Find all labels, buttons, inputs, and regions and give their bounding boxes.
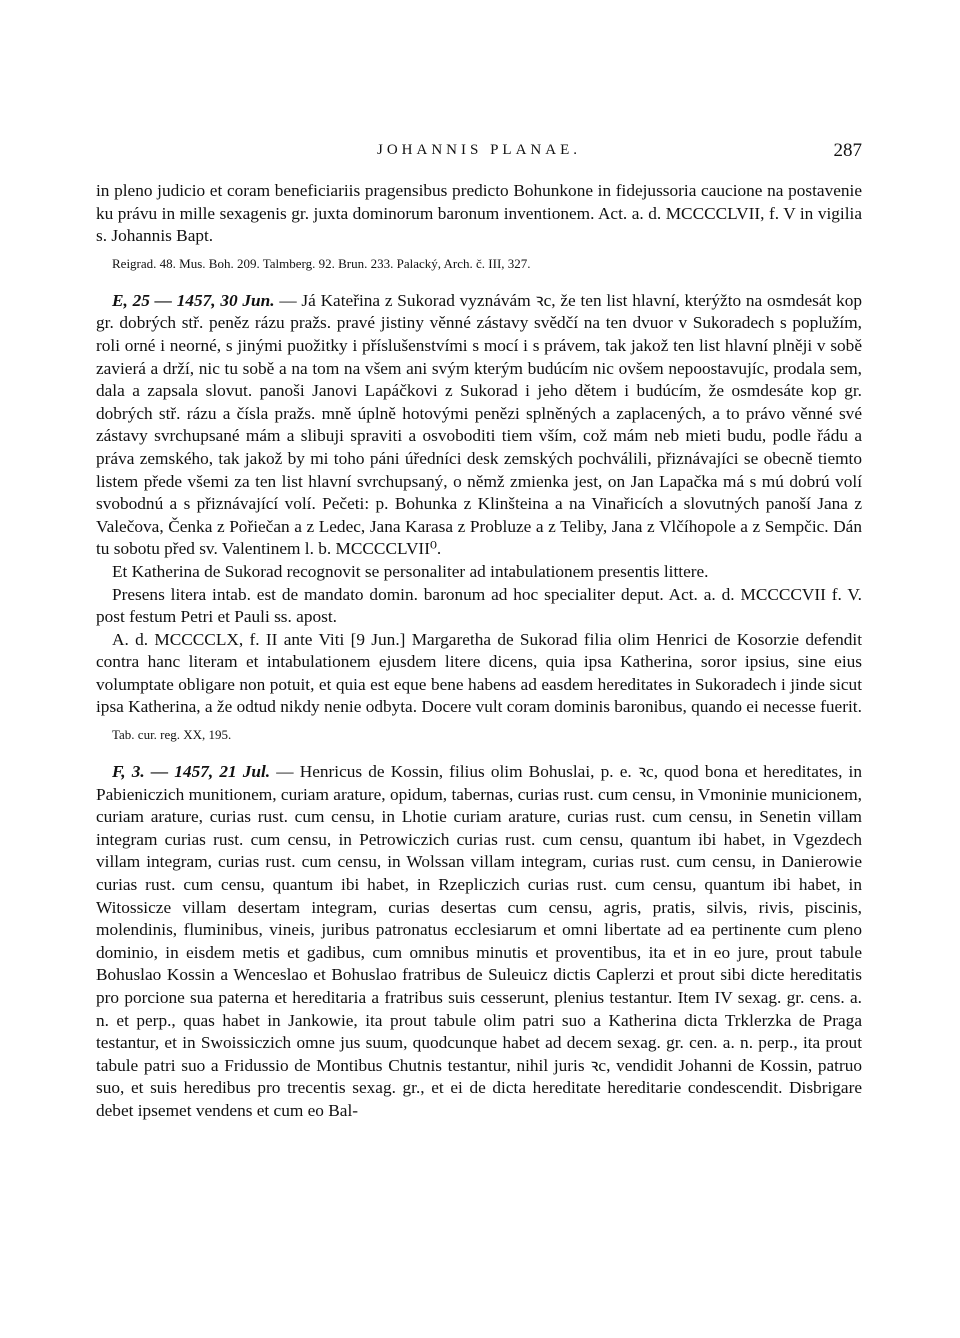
paragraph-recognition: Et Katherina de Sukorad recognovit se personaliter ad intabulationem presentis littere. [112, 561, 709, 581]
page-body [96, 180, 862, 1123]
page-number: 287 [833, 140, 862, 161]
reference-note: Reigrad. 48. Mus. Boh. 209. Talmberg. 92. Brun. 233. Palacký, Arch. č. III, 327. [112, 255, 531, 271]
entry-e [96, 290, 862, 561]
entry-f [96, 761, 862, 1123]
paragraph-continuation: in pleno judicio et coram beneficiariis pragensibus predicto Bohunkone in fidejussoria caucione na postavenie ku právu in mille sexagenis gr. juxta dominorum baronum inventionem. Act. a. d. MCCCCLVII, f. V in vigilia s. Johannis Bapt. [96, 181, 862, 246]
paragraph-intabulation: Presens litera intab. est de mandato domin. baronum ad hoc specialiter deput. Act. a. d. MCCCCVII f. V. post festum Petri et Pauli ss. apost. [96, 584, 862, 627]
entry-e-heading: E, 25 — 1457, 30 Jun. [112, 290, 275, 310]
entry-f-text: — Henricus de Kossin, filius olim Bohuslai, p. e. ꝛc, quod bona et hereditates, in Pabieniczich munitionem, curiam arature, opidum, tabernas, curias rust. cum censu, in Vmoninie municionem, curiam arature, curias rust. cum censu, in Lhotie curiam arature, curias rust. cum censu, in Senetin villam integram curias rust. cum censu, in Petrowiczich curias rust. cum censu, quantum ibi habet, in Vgezdech villam integram, curias rust. cum censu, in Wolssan villam integram, curias rust. cum censu, in Danierowie curias rust. cum censu, quantum ibi habet, in Rzepliczich curias rust. cum censu, quantum ibi habet, in Witossicze villam desertam integram, curias desertas cum censu, agris, pratis, silvis, rivis, piscinis, molendinis, fluminibus, vineis, juribus patronatus ecclesiarum et omni libertate ad ea pertinente cum pleno dominio, in eisdem metis et gadibus, cum omnibus minutis et proventibus, ita et in eo jure, prout tabule Bohuslao Kossin a Wenceslao et Bohuslao fratribus de Suleuicz dictis Caplerzi et prout sibi dicte hereditatis pro porcione sua paterna et hereditaria a fratribus suis cesserunt, plenius testantur. Item IV sexag. gr. cens. a. n. et perp., quas habet in Jankowie, ita prout tabule olim patri suo a Katherina dicta Trklerzka de Praga testantur, et in Swoissiczich omne jus suum, quodcunque habet ad decem sexag. gr. cen. a. n. perp., ita prout tabule patri suo a Fridussio de Montibus Chutnis testantur, nihil juris ꝛc, vendidit Johanni de Kossin, patruo suo, et suis heredibus pro trecentis sexag. gr., et ei de dicta hereditate hereditarie condescendit. Disbrigare debet ipsemet vendens et cum eo Bal- [96, 762, 862, 1120]
spacer [96, 274, 862, 290]
entry-f-heading: F, 3. — 1457, 21 Jul. [112, 762, 271, 782]
paragraph-defense: A. d. MCCCCLX, f. II ante Viti [9 Jun.] Margaretha de Sukorad filia olim Henrici de Kosorzie defendit contra hanc literam et intabulationem ejusdem litere dicens, quia ipsa Katherina, soror ipsius, sine eius volumptate obligare non potuit, et quia est eque bene habens ad easdem hereditates in Sukoradech i jinde sicut ipsa Katherina, a že odtud nikdy nenie odbyta. Docere vult coram dominis baronibus, quando ei necesse fuerit. [96, 629, 862, 717]
entry-e-text: — Já Kateřina z Sukorad vyznávám ꝛc, že ten list hlavní, kterýžto na osmdesát kop gr. dobrých stř. peněz rázu pražs. pravé jistiny věnné zástavy svědčí na ten dvuor v Sukoradech s poplužím, roli orné i neorné, s jinými puožitky i příslušenstvími s mocí i s právem, tak jakož ten list hlavní plněji v sobě zavierá a drží, nic tu sobě a na tom na všem ani svým kterým budúcím nic ovšem nepoostavujíc, prodala sem, dala a zapsala slovut. panoši Janovi Lapáčkovi z Sukorad i jeho dětem i budúcím, že osmdesáte kop gr. dobrých stř. rázu a čísla pražs. mně úplně hotovými penězi splněných a zaplacených, a to právo věnné své zástavy svrchupsané mám a slibuji spraviti a osvoboditi tiem vším, což mám neb mieti budu, podle řádu a práva zemského, tak jakož by mi toho páni úředníci desk zemských pochválili, přiznávajíci se obecně tiemto listem přede všemi za ten list hlavní svrchupsaný, o němž zmienka jest, on Jan Lapačka má s mú dobrú volí svobodnú a s přiznávající volí. Pečeti: p. Bohunka z Klinšteina a na Vinařicích a slovutných panoší Jana z Valečova, Čenka z Pořiečan a z Ledec, Jana Karasa z Probluze a z Teliby, Jana z Vlčíhopole a z Sempčic. Dán tu sobotu před sv. Valentinem l. b. MCCCCLVII⁰. [96, 290, 862, 559]
page-header [96, 140, 862, 164]
running-title: JOHANNIS PLANAE. [376, 142, 581, 158]
spacer [96, 745, 862, 761]
reference-note-2: Tab. cur. reg. XX, 195. [112, 727, 232, 743]
